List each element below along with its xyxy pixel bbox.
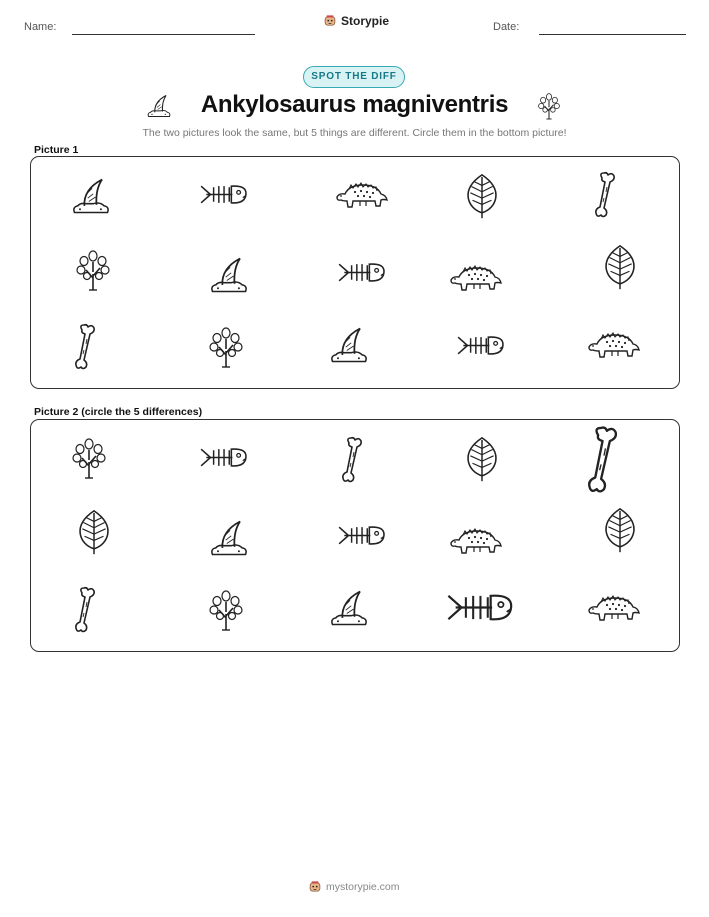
instructions: The two pictures look the same, but 5 things are different. Circle them in the bottom picture! — [142, 127, 567, 139]
fish-bone-icon[interactable] — [198, 445, 248, 470]
leaf-icon[interactable] — [463, 435, 501, 483]
tooth-icon — [327, 323, 371, 367]
date-label: Date: — [493, 21, 520, 33]
tree-icon — [536, 91, 562, 121]
worksheet-header — [0, 0, 709, 50]
footer-url[interactable]: mystorypie.com — [326, 881, 400, 893]
picture2-panel[interactable] — [30, 419, 680, 652]
mascot-icon — [323, 14, 337, 28]
picture1-label: Picture 1 — [34, 144, 79, 156]
tree-icon[interactable] — [69, 435, 109, 481]
fish-bone-icon — [198, 182, 248, 207]
fish-bone-icon — [336, 260, 386, 285]
footer — [308, 880, 400, 894]
bone-icon[interactable] — [71, 586, 101, 634]
brand-name: Storypie — [341, 14, 390, 28]
ankylosaurus-icon — [447, 262, 503, 296]
tooth-icon — [207, 253, 251, 297]
mascot-icon — [308, 880, 322, 894]
fish-bone-icon[interactable] — [444, 590, 514, 625]
title-row — [0, 90, 709, 126]
leaf-icon — [601, 243, 639, 291]
bone-icon[interactable] — [338, 436, 368, 484]
leaf-icon[interactable] — [75, 508, 113, 556]
tooth-icon[interactable] — [327, 586, 371, 630]
bone-icon[interactable] — [580, 425, 628, 495]
picture1-panel — [30, 156, 680, 389]
name-line[interactable] — [72, 34, 255, 35]
ankylosaurus-icon — [333, 179, 389, 213]
leaf-icon[interactable] — [601, 506, 639, 554]
ankylosaurus-icon[interactable] — [585, 592, 641, 626]
date-line[interactable] — [539, 34, 686, 35]
tooth-icon — [69, 174, 113, 218]
bone-icon — [71, 323, 101, 371]
leaf-icon — [463, 172, 501, 220]
fish-bone-icon[interactable] — [336, 523, 386, 548]
tree-icon — [73, 247, 113, 293]
page-title: Ankylosaurus magniventris — [200, 91, 509, 118]
tree-icon[interactable] — [206, 587, 246, 633]
spot-the-diff-badge: SPOT THE DIFF — [303, 66, 405, 88]
name-label: Name: — [24, 21, 57, 33]
fish-bone-icon — [455, 333, 505, 358]
ankylosaurus-icon[interactable] — [447, 525, 503, 559]
brand-logo — [323, 14, 389, 28]
tooth-icon[interactable] — [207, 516, 251, 560]
picture2-label: Picture 2 (circle the 5 differences) — [34, 406, 203, 418]
tree-icon — [206, 324, 246, 370]
bone-icon — [591, 171, 621, 219]
ankylosaurus-icon — [585, 329, 641, 363]
